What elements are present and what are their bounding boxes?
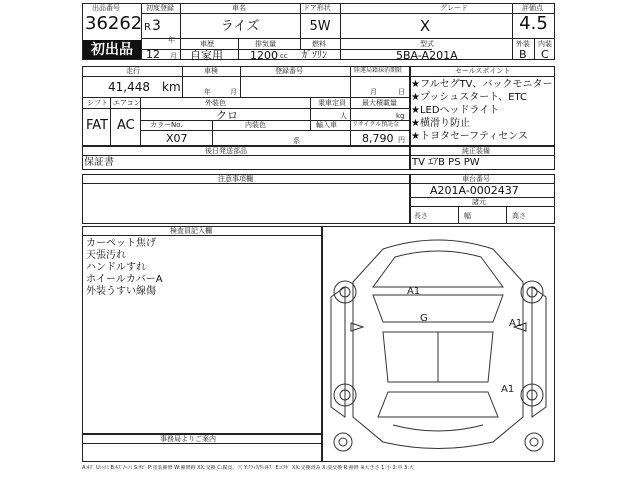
legend-footnote: A:ｷｽﾞ U:ﾍｺﾐ B:ｷｽﾞ/ﾍｺﾐ S:ｻﾋﾞ P:塗装補修 W:補修跡 XX:交換 C:腐食、穴 Y:ｸﾗｯｸ/ﾜﾚ/ｷｽﾞ E:ｴｸﾎﾞ XX:交換済み X:要交換 R:補修 ※大きさ 1:小 2:中 3:大 [82,465,414,471]
equipment-label: 後日発送部品 [205,147,247,155]
selling-point-3: ★LEDヘッドライト [411,105,500,116]
fuel: ｶﾞｿﾘﾝ [302,50,327,61]
displacement: 1200 [250,49,278,62]
deadline-label: 陸運局籍抹消期限 [354,67,403,74]
equipment-value: 保証書 [84,157,114,168]
inspection-label: 車検 [204,67,218,75]
mark-g-windshield: G [420,313,428,324]
year: 3 [152,18,161,34]
selling-point-2: ★プッシュスタート、ETC [411,92,527,103]
deadline-day: 日 [398,88,405,96]
use-label: 車歴 [200,40,214,48]
car-diagram [323,227,554,461]
mileage-label: 走行 [126,67,140,75]
score-label: 評価点 [522,4,543,12]
score: 4.5 [519,13,548,34]
office-label: 事務局よりご案内 [160,435,216,443]
car-name-label: 車名 [232,4,246,12]
inspection-item-3: ハンドルすれ [86,262,146,273]
displacement-label: 排気量 [255,40,276,48]
car-name: ライズ [220,19,260,34]
mileage: 41,448 [108,80,150,94]
misc-length: 長さ [414,212,428,220]
misc-width: 幅 [464,212,471,220]
ac-label: エアコン [113,99,141,107]
genuine-value: TV ｴｱB PS PW [412,157,480,168]
chassis-number: A201A-0002437 [430,184,519,197]
recycle-label: リサイクル預託金 [352,121,400,128]
mark-a1-rear-right: A1 [501,384,515,395]
model-label: 型式 [420,40,434,48]
chassis-label: 車台番号 [462,175,490,183]
grade: X [419,17,431,35]
doors: 5W [309,19,331,34]
selling-point-4: ★横滑り防止 [411,118,470,129]
mileage-unit: km [162,80,181,94]
selling-point-5: ★トヨタセーフティセンス [411,131,528,142]
ext-color-label: 外装色 [205,99,226,107]
era: R [144,22,151,33]
inspection-year: 年 [204,88,211,96]
cc-unit: cc [280,52,288,60]
mark-a1-right: A1 [509,318,523,329]
deadline-month: 月 [370,88,377,96]
load-unit: kg [396,112,405,120]
int-grade: C [541,48,549,61]
reg-no-label: 登録番号 [275,67,303,75]
ext-label: 外装 [516,40,530,48]
lot-number: 36262 [85,13,143,34]
ext-color: クロ [216,109,238,122]
ext-grade: B [519,48,527,61]
int-label: 内装 [538,40,552,48]
color-no-label: カラーNo. [150,121,183,129]
genuine-label: 純正装備 [462,147,490,155]
misc-height: 高さ [512,212,526,220]
lot-label: 出品番号 [92,4,120,12]
int-color-label: 内装色 [245,121,266,129]
first-reg-label: 初度登録 [146,4,174,12]
inspection-notes-label: 検査員記入欄 [170,227,212,235]
import-label: 輸入車 [316,121,337,129]
inspection-month: 月 [230,88,237,96]
selling-points-label: セールスポイント [455,67,511,75]
shift-label: シフト [87,99,108,107]
inspection-item-1: カーペット焦げ [86,238,156,249]
inspection-item-2: 天張汚れ [86,250,126,261]
recycle-unit: 円 [398,136,405,144]
inspection-item-4: ホイールカバーA [86,274,163,285]
shift: FAT [86,118,109,133]
year-unit: 年 [168,36,175,44]
color-no: X07 [166,132,188,145]
selling-point-1: ★フルセグTV、バックモニター [411,79,553,90]
grade-label: グレード [440,4,468,12]
misc-label: 諸元 [472,198,486,206]
load-label: 最大積載量 [362,99,397,107]
inspection-item-5: 外装うすい線傷 [86,286,156,297]
kei-label: 系 [293,137,300,145]
capacity-unit: 人 [340,112,347,120]
month-unit: 月 [170,52,177,60]
recycle-amount: 8,790 [362,132,394,145]
use: 自家用 [190,49,223,62]
notes-label: 注意事項欄 [218,175,253,183]
fuel-label: 燃料 [312,40,326,48]
model: 5BA-A201A [396,49,458,62]
ac: AC [117,118,135,133]
mark-a1-front: A1 [407,286,421,297]
month: 12 [146,48,160,61]
capacity-label: 乗車定員 [318,99,346,107]
first-listing-text: 初出品 [91,42,133,58]
doors-label: ドア形状 [303,4,331,12]
